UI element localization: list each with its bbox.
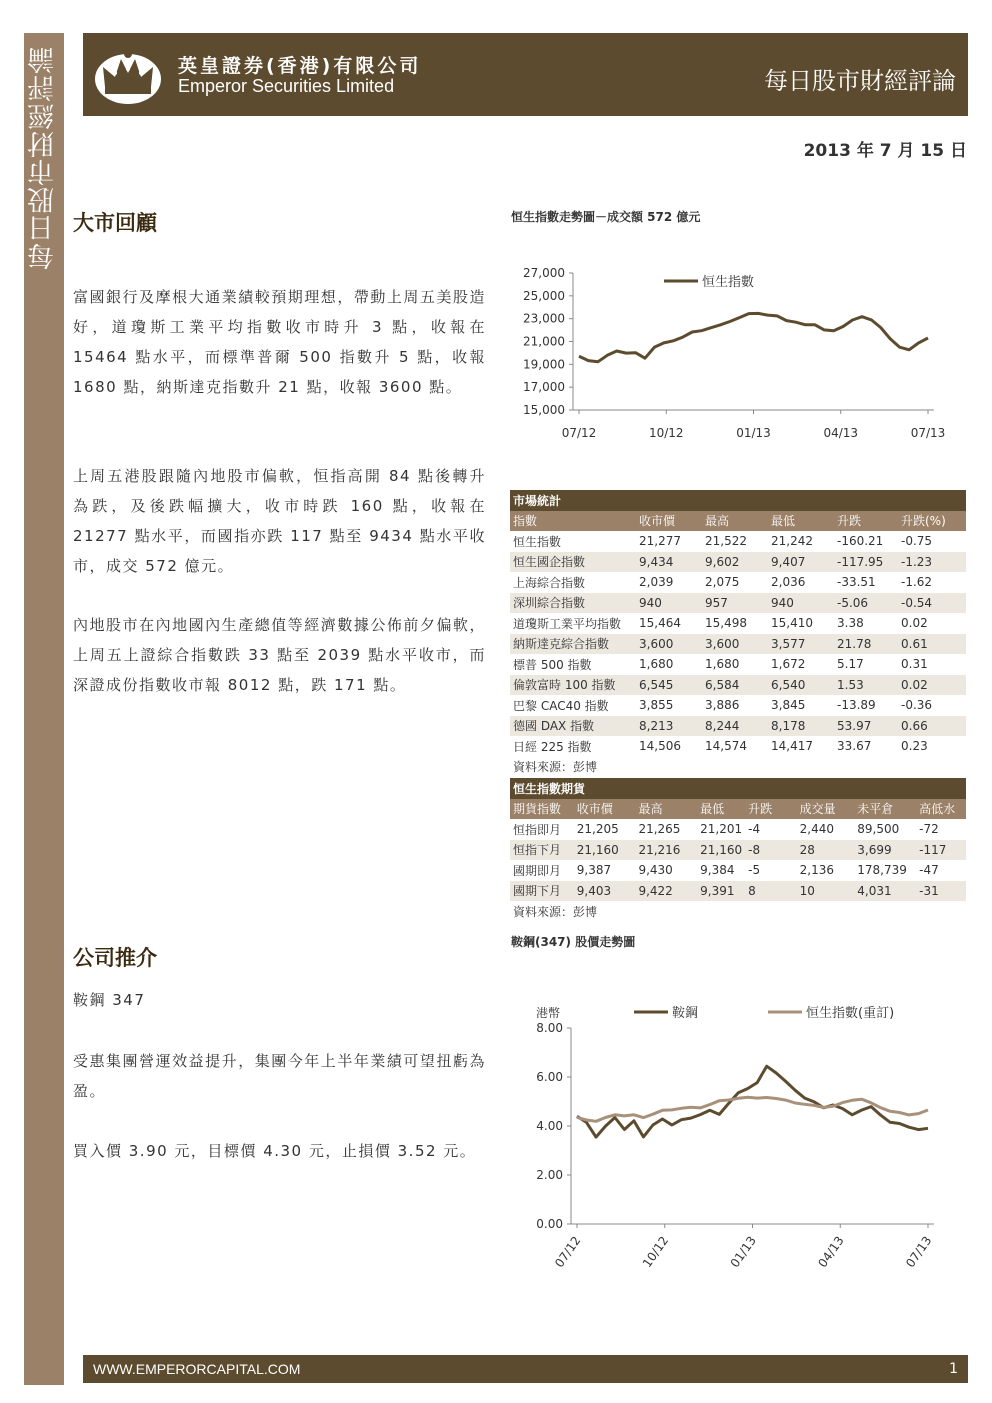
table-header-cell: 升跌 [834, 511, 898, 532]
table-cell: 14,506 [639, 739, 681, 754]
table-cell: 21,201 [700, 822, 743, 837]
table-cell: 9,407 [768, 552, 834, 573]
table-cell: 8 [745, 881, 797, 902]
table-cell: 6,545 [636, 675, 702, 696]
table-cell: 0.31 [901, 657, 928, 672]
table-cell: 957 [702, 593, 768, 614]
x-tick-label: 07/12 [561, 426, 597, 440]
table-cell: 3.38 [837, 616, 864, 631]
x-tick-label: 01/13 [736, 426, 771, 440]
table-cell: 28 [797, 840, 855, 861]
company-name-cn: 英皇證券(香港)有限公司 [178, 55, 422, 77]
table-header-row [510, 799, 966, 820]
table-source-label: 資料來源：彭博 [513, 904, 598, 919]
y-tick-label: 8.00 [536, 1021, 563, 1035]
table-cell: 國期即月 [513, 863, 562, 878]
table-row [510, 840, 966, 861]
crown-logo-icon [93, 43, 163, 107]
stock-chart-title: 鞍鋼(347) 股價走勢圖 [511, 935, 636, 949]
table-cell: 2,440 [799, 822, 834, 837]
table-cell: -0.75 [901, 534, 933, 549]
table-cell: 8,213 [636, 716, 702, 737]
table-cell: 1.53 [834, 675, 898, 696]
table-cell: 9,430 [638, 863, 673, 878]
table-cell: 14,574 [705, 739, 747, 754]
table-cell: 33.67 [837, 739, 872, 754]
table-cell: 2,075 [705, 575, 740, 590]
table-cell: -8 [745, 840, 797, 861]
table-row [510, 860, 966, 881]
table-header-cell: 成交量 [797, 799, 855, 820]
table-header-cell: 最低 [768, 511, 834, 532]
table-cell: 6,540 [768, 675, 834, 696]
x-tick-label: 10/12 [639, 1233, 672, 1271]
table-cell: 3,600 [636, 634, 702, 655]
x-tick-label: 10/12 [648, 426, 684, 440]
table-row [510, 675, 966, 696]
table-cell: -0.36 [901, 698, 933, 713]
table-cell: 0.23 [901, 739, 928, 754]
table-band [510, 778, 966, 799]
table-cell: 標普 500 指數 [513, 657, 592, 672]
table-cell: 2,036 [771, 575, 806, 590]
table-source-row [510, 757, 966, 778]
table-header-cell: 高低水 [916, 799, 966, 820]
table-header-cell: 升跌(%) [898, 511, 966, 532]
table-cell: 3,600 [702, 634, 768, 655]
table-cell: 15,410 [771, 616, 813, 631]
y-tick-label: 17,000 [523, 380, 565, 395]
table-row [510, 654, 966, 675]
table-cell: 3,845 [771, 698, 806, 713]
company-pick-paragraph: 受惠集團營運效益提升，集團今年上半年業績可望扭虧為盈。 [73, 1052, 486, 1100]
table-cell: -1.23 [898, 552, 966, 573]
footer-bar [83, 1355, 968, 1383]
table-cell: 道瓊斯工業平均指數 [513, 616, 622, 631]
table-cell: 178,739 [857, 863, 907, 878]
table-cell: 2,136 [799, 863, 834, 878]
table-cell: 0.02 [901, 616, 928, 631]
table-cell: 深圳綜合指數 [510, 593, 636, 614]
legend-label: 恒生指數(重訂) [806, 1006, 895, 1021]
y-axis-unit-label: 港幣 [535, 1006, 560, 1020]
table-cell: 9,602 [702, 552, 768, 573]
table-cell: 6,584 [702, 675, 768, 696]
table-cell: 5.17 [837, 657, 864, 672]
x-tick-label: 07/13 [903, 1233, 935, 1271]
table-band [510, 490, 966, 511]
company-pick-paragraph: 買入價 3.90 元，目標價 4.30 元，止損價 3.52 元。 [73, 1142, 477, 1160]
stock-line: 鞍鋼 347 [73, 991, 146, 1009]
table-row [510, 552, 966, 573]
table-cell: 3,886 [705, 698, 740, 713]
table-row [510, 531, 966, 552]
table-cell: 0.61 [898, 634, 966, 655]
x-tick-label: 04/13 [815, 1233, 847, 1271]
table-cell: -117 [916, 840, 966, 861]
table-cell: 21,522 [705, 534, 747, 549]
table-cell: 倫敦富時 100 指數 [510, 675, 636, 696]
x-tick-label: 04/13 [823, 426, 859, 440]
header-banner [83, 33, 968, 116]
table-cell: 恒指下月 [510, 840, 574, 861]
table-cell: 15,464 [639, 616, 681, 631]
table-cell: 21,160 [574, 840, 636, 861]
table-cell: -72 [919, 822, 939, 837]
table-cell: 21,265 [638, 822, 681, 837]
table-cell: 9,391 [697, 881, 745, 902]
table-cell: -47 [919, 863, 939, 878]
table-cell: 14,417 [771, 739, 813, 754]
legend-label: 恒生指數 [702, 275, 755, 290]
y-tick-label: 4.00 [536, 1119, 563, 1133]
table-cell: 恒生國企指數 [510, 552, 636, 573]
table-cell: 國期下月 [510, 881, 574, 902]
table-cell: 10 [797, 881, 855, 902]
table-cell: -13.89 [837, 698, 876, 713]
table-header-cell: 未平倉 [854, 799, 916, 820]
table-cell: 21,160 [697, 840, 745, 861]
footer-url-link[interactable]: WWW.EMPERORCAPITAL.COM [93, 1361, 301, 1377]
table-band-label: 恒生指數期貨 [510, 778, 966, 799]
table-source-label: 資料來源：彭博 [513, 760, 598, 775]
x-tick-label: 01/13 [727, 1233, 759, 1271]
hsi-chart-title: 恒生指數走勢圖－成交額 572 億元 [511, 210, 701, 224]
table-row [510, 695, 966, 716]
market-review-paragraph: 上周五港股跟隨內地股市偏軟，恒指高開 84 點後轉升為跌，及後跌幅擴大，收市時跌 160 點，收報在 21277 點水平，而國指亦跌 117 點至 9434 點水平收市，成交 572 億元。 [73, 467, 486, 575]
table-row [510, 593, 966, 614]
legend-label: 鞍鋼 [672, 1006, 699, 1021]
y-tick-label: 0.00 [536, 1217, 563, 1231]
table-cell: 日經 225 指數 [513, 739, 592, 754]
x-tick-label: 07/13 [910, 426, 946, 440]
company-pick-title: 公司推介 [73, 946, 157, 970]
table-cell: 9,422 [635, 881, 697, 902]
y-tick-label: 21,000 [523, 334, 565, 349]
table-band-label: 市場統計 [510, 490, 966, 511]
y-tick-label: 27,000 [523, 266, 565, 280]
side-title: 每日股市財經評論 [28, 46, 59, 270]
table-row [510, 736, 966, 757]
table-cell: 3,577 [768, 634, 834, 655]
market-review-title: 大市回顧 [73, 211, 157, 235]
table-cell: 2,039 [639, 575, 674, 590]
table-cell: -33.51 [837, 575, 876, 590]
market-review-paragraph: 富國銀行及摩根大通業績較預期理想，帶動上周五美股造好，道瓊斯工業平均指數收市時升 3 點，收報在 15464 點水平，而標準普爾 500 指數升 5 點，收報 1680 點，納斯達克指數升 21 點，收報 3600 點。 [73, 288, 486, 396]
table-header-cell: 收市價 [574, 799, 636, 820]
y-tick-label: 2.00 [536, 1168, 563, 1182]
y-tick-label: 6.00 [536, 1070, 563, 1084]
table-cell: 940 [768, 593, 834, 614]
y-tick-label: 19,000 [523, 357, 565, 372]
company-name-en: Emperor Securities Limited [178, 76, 395, 96]
table-header-cell: 最高 [635, 799, 697, 820]
table-source-row [510, 901, 966, 922]
table-row [510, 613, 966, 634]
table-cell: -4 [748, 822, 761, 837]
table-header-cell: 收市價 [636, 511, 702, 532]
table-row [510, 881, 966, 902]
table-cell: 53.97 [834, 716, 898, 737]
table-row [510, 572, 966, 593]
x-tick-label: 07/12 [552, 1233, 584, 1271]
table-cell: 3,855 [639, 698, 674, 713]
table-cell: -31 [916, 881, 966, 902]
table-header-cell: 升跌 [745, 799, 797, 820]
table-cell: 恒生指數 [513, 534, 562, 549]
y-tick-label: 25,000 [523, 288, 565, 303]
table-cell: 納斯達克綜合指數 [510, 634, 636, 655]
table-row [510, 634, 966, 655]
table-header-row [510, 511, 966, 532]
table-cell: 德國 DAX 指數 [510, 716, 636, 737]
table-cell: 9,434 [636, 552, 702, 573]
table-cell: -1.62 [901, 575, 933, 590]
hsi-chart [510, 262, 960, 452]
table-cell: 21,277 [639, 534, 681, 549]
table-cell: 21,205 [576, 822, 619, 837]
table-row [510, 716, 966, 737]
table-cell: -0.54 [898, 593, 966, 614]
table-cell: 9,403 [574, 881, 636, 902]
market-review-paragraph: 內地股市在內地國內生產總值等經濟數據公佈前夕偏軟，上周五上證綜合指數跌 33 點至 2039 點水平收市，而深證成份指數收市報 8012 點，跌 171 點。 [73, 616, 486, 694]
report-title: 每日股市財經評論 [764, 67, 956, 95]
futures-table [510, 778, 966, 922]
table-cell: -5 [748, 863, 761, 878]
table-cell: 21.78 [834, 634, 898, 655]
table-cell: 4,031 [854, 881, 916, 902]
page-number: 1 [949, 1361, 958, 1377]
table-header-cell: 指數 [510, 511, 636, 532]
table-cell: 0.02 [898, 675, 966, 696]
table-cell: 9,387 [576, 863, 612, 878]
table-cell: 89,500 [857, 822, 900, 837]
table-cell: -5.06 [834, 593, 898, 614]
table-cell: -117.95 [834, 552, 898, 573]
table-cell: 8,178 [768, 716, 834, 737]
table-cell: 8,244 [702, 716, 768, 737]
stock-chart [510, 998, 960, 1288]
table-cell: 1,672 [771, 657, 806, 672]
y-tick-label: 15,000 [523, 403, 565, 417]
y-tick-label: 23,000 [523, 311, 565, 326]
report-date: 2013 年 7 月 15 日 [803, 141, 967, 161]
table-cell: 0.66 [898, 716, 966, 737]
table-cell: 21,216 [635, 840, 697, 861]
table-cell: 15,498 [705, 616, 747, 631]
table-header-cell: 期貨指數 [510, 799, 574, 820]
table-cell: 21,242 [771, 534, 813, 549]
table-cell: 3,699 [854, 840, 916, 861]
table-cell: 9,384 [700, 863, 735, 878]
table-cell: 1,680 [639, 657, 674, 672]
table-cell: 1,680 [705, 657, 740, 672]
series-line [579, 313, 928, 361]
table-header-cell: 最低 [697, 799, 745, 820]
table-header-cell: 最高 [702, 511, 768, 532]
market-stats-table [510, 490, 966, 777]
table-cell: 恒指即月 [513, 822, 562, 837]
table-cell: 巴黎 CAC40 指數 [513, 698, 609, 713]
table-cell: 940 [636, 593, 702, 614]
table-row [510, 819, 966, 840]
table-cell: 上海綜合指數 [513, 575, 586, 590]
series-line [577, 1066, 928, 1137]
table-cell: -160.21 [837, 534, 884, 549]
